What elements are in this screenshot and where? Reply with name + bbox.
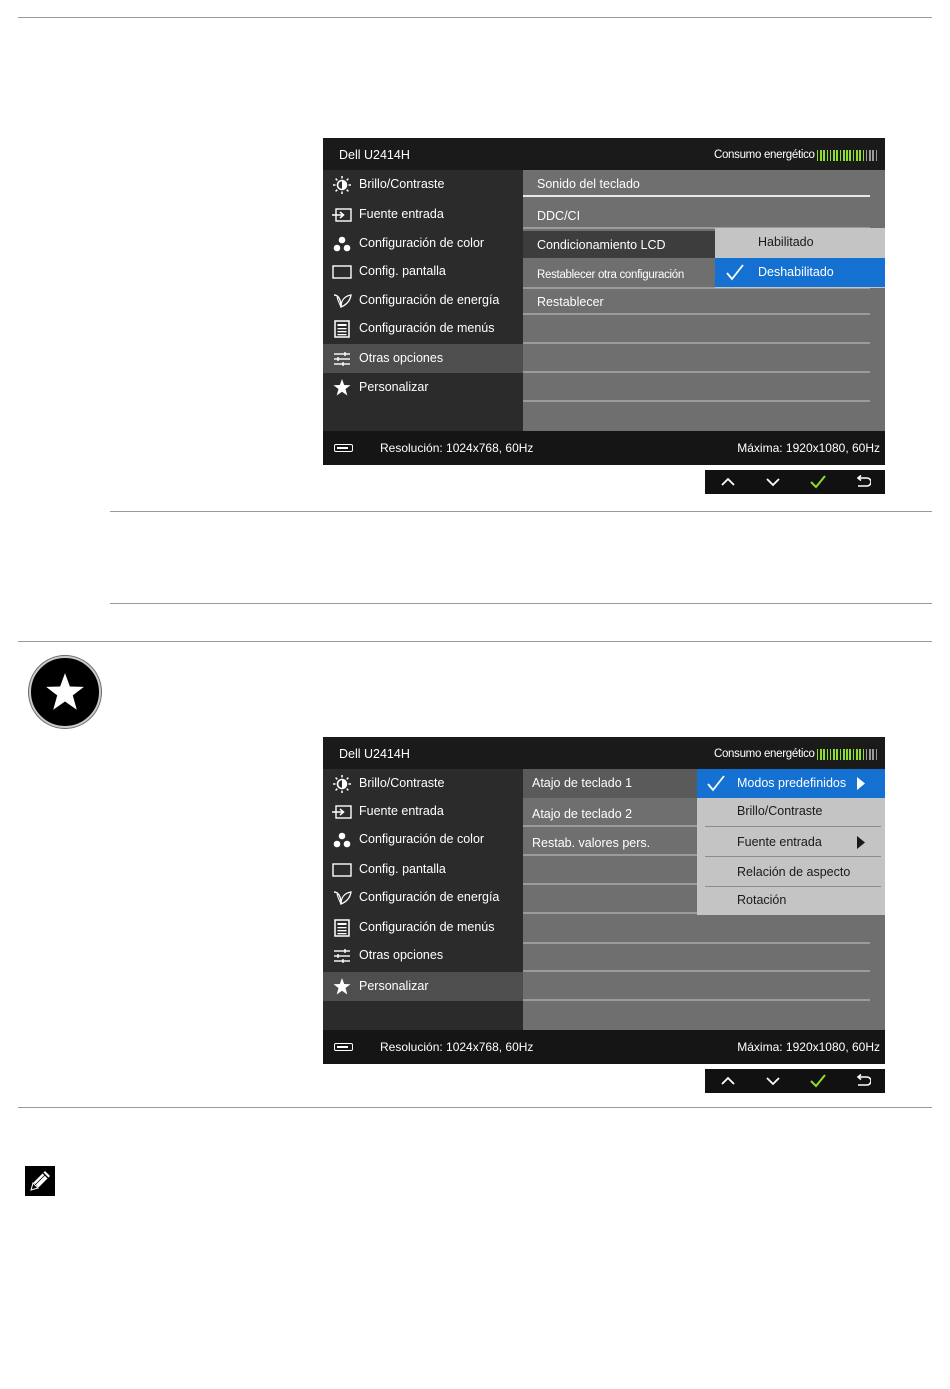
current-resolution: Resolución: 1024x768, 60Hz xyxy=(380,441,534,455)
osd-main-menu xyxy=(323,769,523,1030)
triangle-right-icon xyxy=(857,777,865,793)
check-icon xyxy=(725,263,745,284)
option-label: Restablecer otra configuración xyxy=(537,269,684,281)
menu-item-label: Configuración de color xyxy=(359,832,485,846)
energy-bar xyxy=(856,749,858,760)
energy-bar xyxy=(869,749,871,760)
energy-bar xyxy=(872,749,874,760)
option-empty xyxy=(523,945,870,972)
energy-bar xyxy=(866,150,868,161)
osd-submenu-area xyxy=(523,170,885,431)
option-empty xyxy=(523,917,870,944)
osd-button-bar xyxy=(705,1069,885,1093)
menu-item-label: Config. pantalla xyxy=(359,264,446,278)
menu-item-label: Config. pantalla xyxy=(359,862,446,876)
option-lcd-conditioning[interactable] xyxy=(523,231,715,258)
option-empty xyxy=(523,375,870,402)
energy-label: Consumo energético xyxy=(713,748,815,760)
menu-item-menu-settings[interactable] xyxy=(323,913,523,942)
energy-bar xyxy=(856,150,858,161)
osd-header xyxy=(323,737,885,769)
option-keypad-sound[interactable] xyxy=(523,170,870,197)
menu-item-display-settings[interactable] xyxy=(323,257,523,286)
energy-bar xyxy=(859,749,861,760)
option-shortcut-key-2[interactable] xyxy=(523,800,697,827)
energy-bar xyxy=(859,150,861,161)
menu-item-label: Configuración de energía xyxy=(359,293,500,307)
option-empty xyxy=(523,887,697,914)
menu-item-personalize[interactable] xyxy=(323,373,523,402)
osd-submenu-area xyxy=(523,769,885,1030)
monitor-model: Dell U2414H xyxy=(339,747,410,761)
osd-footer xyxy=(323,1030,885,1064)
energy-bar xyxy=(817,150,819,161)
divider xyxy=(18,17,932,18)
energy-bar xyxy=(823,749,825,760)
menu-item-personalize[interactable] xyxy=(323,972,523,1001)
menu-item-label: Configuración de menús xyxy=(359,321,495,335)
energy-bars xyxy=(817,150,879,161)
option-label: Atajo de teclado 2 xyxy=(532,807,633,821)
osd-screenshot-other-settings xyxy=(323,138,885,465)
back-button[interactable] xyxy=(840,1069,885,1093)
energy-meter xyxy=(714,748,879,760)
display-icon xyxy=(331,263,353,281)
option-enabled[interactable] xyxy=(715,228,885,257)
option-preset-modes[interactable] xyxy=(697,769,885,798)
menu-item-label: Personalizar xyxy=(359,380,429,394)
menu-item-energy-settings[interactable] xyxy=(323,286,523,315)
option-label: Fuente entrada xyxy=(737,835,822,849)
star-icon xyxy=(45,673,85,711)
energy-bar xyxy=(836,749,838,760)
sliders-icon xyxy=(331,947,353,965)
energy-bar xyxy=(849,150,851,161)
chevron-down-icon xyxy=(766,477,780,487)
max-resolution: Máxima: 1920x1080, 60Hz xyxy=(737,441,880,455)
energy-bar xyxy=(833,150,835,161)
energy-bars xyxy=(817,749,879,760)
osd-header xyxy=(323,138,885,170)
chevron-up-icon xyxy=(721,1076,735,1086)
chevron-up-icon xyxy=(721,477,735,487)
menu-item-brightness-contrast[interactable] xyxy=(323,170,523,199)
ok-button[interactable] xyxy=(795,470,840,494)
monitor-model: Dell U2414H xyxy=(339,148,410,162)
energy-bar xyxy=(817,749,819,760)
option-label: Restab. valores pers. xyxy=(532,836,651,850)
energy-bar xyxy=(863,749,865,760)
energy-meter xyxy=(714,149,879,161)
divider xyxy=(110,511,932,512)
color-dots-icon xyxy=(331,235,353,253)
option-input-source[interactable] xyxy=(697,828,885,857)
option-label: Modos predefinidos xyxy=(737,776,847,790)
menu-item-color-settings[interactable] xyxy=(323,229,523,258)
menu-item-menu-settings[interactable] xyxy=(323,314,523,343)
osd-button-bar xyxy=(705,470,885,494)
energy-bar xyxy=(827,150,829,161)
personalize-badge xyxy=(29,656,101,728)
osd-screenshot-personalize xyxy=(323,737,885,1064)
option-label: Atajo de teclado 1 xyxy=(532,776,633,790)
option-label: DDC/CI xyxy=(537,209,581,223)
menu-item-brightness-contrast[interactable] xyxy=(323,769,523,798)
option-brightness-contrast[interactable] xyxy=(697,798,885,827)
energy-bar xyxy=(843,150,845,161)
menu-item-input-source[interactable] xyxy=(323,797,523,826)
energy-bar xyxy=(843,749,845,760)
option-empty xyxy=(523,346,870,373)
option-reset[interactable] xyxy=(523,288,870,315)
option-label: Rotación xyxy=(737,893,787,907)
menu-item-label: Brillo/Contraste xyxy=(359,177,445,191)
back-button[interactable] xyxy=(840,470,885,494)
divider xyxy=(18,641,932,642)
sliders-icon xyxy=(331,350,353,368)
divider xyxy=(705,856,881,857)
down-button[interactable] xyxy=(750,470,795,494)
option-aspect-ratio[interactable] xyxy=(697,858,885,887)
energy-bar xyxy=(849,749,851,760)
connector-icon xyxy=(334,444,353,452)
brightness-icon xyxy=(331,176,353,194)
option-label: Sonido del teclado xyxy=(537,177,640,191)
menu-doc-icon xyxy=(331,320,353,338)
option-rotation[interactable] xyxy=(697,886,885,915)
energy-bar xyxy=(830,150,832,161)
energy-bar xyxy=(869,150,871,161)
energy-bar xyxy=(836,150,838,161)
energy-bar xyxy=(823,150,825,161)
energy-leaf-icon xyxy=(331,889,353,907)
brightness-icon xyxy=(331,775,353,793)
ok-button[interactable] xyxy=(795,1069,840,1093)
shortcut-key-options xyxy=(697,769,885,915)
menu-item-display-settings[interactable] xyxy=(323,855,523,884)
option-label: Restablecer xyxy=(537,295,604,309)
max-resolution: Máxima: 1920x1080, 60Hz xyxy=(737,1040,880,1054)
osd-main-menu xyxy=(323,170,523,431)
check-icon xyxy=(810,1074,826,1088)
energy-bar xyxy=(827,749,829,760)
option-empty xyxy=(523,1003,870,1030)
menu-item-energy-settings[interactable] xyxy=(323,883,523,912)
energy-leaf-icon xyxy=(331,292,353,310)
energy-bar xyxy=(863,150,865,161)
energy-label: Consumo energético xyxy=(713,149,815,161)
energy-bar xyxy=(872,150,874,161)
current-resolution: Resolución: 1024x768, 60Hz xyxy=(380,1040,534,1054)
color-dots-icon xyxy=(331,831,353,849)
check-icon xyxy=(706,774,726,795)
input-source-icon xyxy=(331,206,353,224)
energy-bar xyxy=(853,749,855,760)
option-enabled-label: Habilitado xyxy=(758,235,814,249)
lcd-conditioning-options xyxy=(715,228,885,288)
option-empty xyxy=(523,858,697,885)
option-label: Brillo/Contraste xyxy=(737,804,823,818)
energy-bar xyxy=(840,150,842,161)
menu-item-label: Configuración de menús xyxy=(359,920,495,934)
return-icon xyxy=(855,475,871,489)
input-source-icon xyxy=(331,803,353,821)
menu-doc-icon xyxy=(331,919,353,937)
divider xyxy=(705,826,881,827)
energy-bar xyxy=(820,749,822,760)
up-button[interactable] xyxy=(705,470,750,494)
triangle-right-icon xyxy=(857,836,865,852)
option-shortcut-key-1[interactable] xyxy=(523,769,697,798)
check-icon xyxy=(810,475,826,489)
energy-bar xyxy=(866,749,868,760)
menu-item-label: Otras opciones xyxy=(359,351,444,365)
menu-item-label: Fuente entrada xyxy=(359,804,444,818)
divider xyxy=(110,603,932,604)
display-icon xyxy=(331,861,353,879)
menu-item-label: Fuente entrada xyxy=(359,207,444,221)
menu-item-other-settings[interactable] xyxy=(323,941,523,970)
up-button[interactable] xyxy=(705,1069,750,1093)
option-label: Condicionamiento LCD xyxy=(537,238,666,252)
energy-bar xyxy=(853,150,855,161)
energy-bar xyxy=(840,749,842,760)
energy-bar xyxy=(846,150,848,161)
option-empty xyxy=(523,974,870,1001)
star-icon xyxy=(331,379,353,397)
menu-item-label: Brillo/Contraste xyxy=(359,776,445,790)
energy-bar xyxy=(876,150,878,161)
energy-bar xyxy=(846,749,848,760)
menu-item-label: Personalizar xyxy=(359,979,429,993)
return-icon xyxy=(855,1074,871,1088)
option-ddc-ci[interactable] xyxy=(523,202,870,229)
menu-item-label: Configuración de energía xyxy=(359,890,500,904)
option-empty xyxy=(523,404,870,431)
divider xyxy=(18,1107,932,1108)
option-label: Relación de aspecto xyxy=(737,865,851,879)
energy-bar xyxy=(830,749,832,760)
menu-item-label: Configuración de color xyxy=(359,236,485,250)
option-disabled[interactable] xyxy=(715,258,885,287)
menu-item-label: Otras opciones xyxy=(359,948,444,962)
osd-footer xyxy=(323,431,885,465)
energy-bar xyxy=(833,749,835,760)
menu-item-other-settings[interactable] xyxy=(323,344,523,373)
energy-bar xyxy=(820,150,822,161)
option-disabled-label: Deshabilitado xyxy=(758,265,834,279)
down-button[interactable] xyxy=(750,1069,795,1093)
option-reset-personalization[interactable] xyxy=(523,829,697,856)
menu-item-color-settings[interactable] xyxy=(323,825,523,854)
connector-icon xyxy=(334,1043,353,1051)
star-icon xyxy=(331,978,353,996)
chevron-down-icon xyxy=(766,1076,780,1086)
option-empty xyxy=(523,317,870,344)
menu-item-input-source[interactable] xyxy=(323,200,523,229)
pencil-note-icon xyxy=(25,1166,55,1196)
energy-bar xyxy=(876,749,878,760)
